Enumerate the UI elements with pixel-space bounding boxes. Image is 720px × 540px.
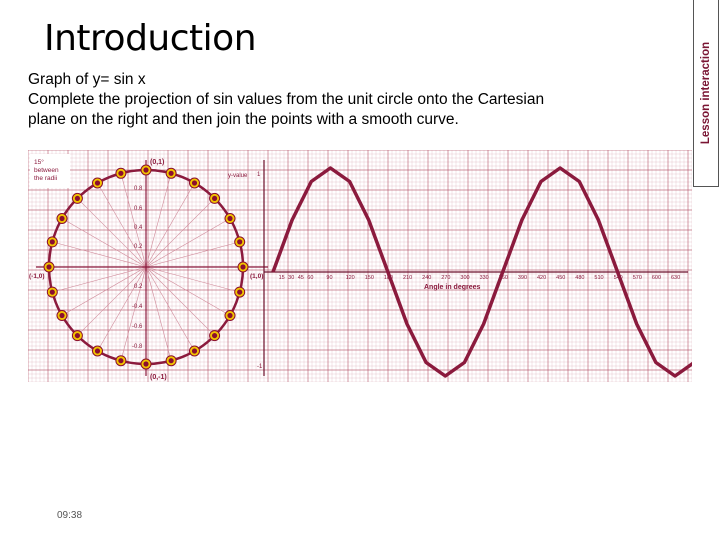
circle-point-center (46, 264, 51, 269)
x-tick-label: 570 (632, 275, 642, 281)
circle-point-center (212, 196, 217, 201)
circle-y-tick-0.4: 0.4 (134, 225, 143, 231)
x-tick-label: 450 (556, 275, 566, 281)
slide-instructions (28, 70, 668, 130)
x-tick-label: 390 (517, 275, 528, 281)
instruction-line-3: plane on the right and then join the points with a smooth curve. (28, 111, 459, 128)
slide-time: 09:38 (57, 510, 83, 521)
circle-point-center (143, 167, 148, 172)
instruction-line-2: Complete the projection of sin values from the unit circle onto the Cartesian (28, 91, 545, 108)
circle-y-tick-0.6: 0.6 (134, 206, 143, 212)
circle-point-center (59, 313, 64, 318)
step-note-line-1: 15° (34, 159, 44, 166)
x-tick-label: 120 (345, 275, 355, 281)
circle-point-center (143, 361, 148, 366)
circle-point-center (227, 216, 232, 221)
lesson-interaction-label: Lesson interaction (700, 41, 712, 145)
x-tick-label: 480 (575, 275, 585, 281)
circle-y-tick-neg-0.6: -0.6 (132, 324, 143, 330)
circle-y-tick-0.8: 0.8 (134, 186, 143, 192)
x-tick-label: 15 (278, 275, 285, 281)
circle-point-center (50, 239, 55, 244)
x-tick-label: 330 (479, 275, 489, 281)
x-tick-label: 630 (671, 275, 681, 281)
x-tick-label: 360 (498, 275, 508, 281)
circle-y-tick-neg-0.2: 0.2 (134, 284, 143, 290)
lesson-interaction-tab[interactable] (693, 0, 719, 187)
circle-point-center (237, 239, 242, 244)
circle-point-center (240, 264, 245, 269)
circle-point-center (227, 313, 232, 318)
label-left-point: (-1,0) (29, 273, 45, 280)
circle-point-center (192, 348, 197, 353)
circle-point-center (75, 333, 80, 338)
x-tick-label: 240 (422, 275, 432, 281)
label-right-point: (1,0) (250, 273, 264, 280)
circle-y-tick-0.2: 0.2 (134, 244, 143, 250)
y-axis-max-label: 1 (257, 172, 261, 178)
circle-point-center (50, 290, 55, 295)
circle-point-center (95, 180, 100, 185)
instruction-line-1: Graph of y= sin x (28, 71, 146, 88)
circle-y-tick-neg-0.8: -0.8 (132, 344, 143, 350)
x-tick-label: 210 (403, 275, 413, 281)
circle-point-center (212, 333, 217, 338)
x-tick-label: 600 (651, 275, 662, 281)
label-bottom-point: (0,-1) (150, 374, 167, 381)
x-tick-label: 420 (537, 275, 547, 281)
x-tick-label: 270 (441, 275, 451, 281)
label-top-point: (0,1) (150, 159, 165, 166)
step-note-line-2: between (34, 167, 59, 174)
circle-point-center (95, 348, 100, 353)
x-tick-label: 510 (594, 275, 604, 281)
circle-point-center (237, 290, 242, 295)
x-tick-label: 60 (307, 275, 314, 281)
x-tick-label: 30 (288, 275, 295, 281)
slide-title: Introduction (44, 18, 257, 59)
circle-point-center (118, 171, 123, 176)
x-tick-label: 540 (613, 275, 623, 281)
circle-point-center (118, 358, 123, 363)
circle-point-center (192, 180, 197, 185)
x-tick-label: 150 (364, 275, 374, 281)
circle-point-center (75, 196, 80, 201)
sine-projection-figure (28, 150, 692, 382)
x-tick-label: 180 (383, 275, 394, 281)
y-axis-min-label: -1 (257, 364, 263, 370)
x-tick-label: 45 (297, 275, 304, 281)
circle-point-center (169, 171, 174, 176)
x-axis-label: Angle in degrees (424, 284, 481, 291)
x-tick-label: 90 (326, 275, 333, 281)
circle-point-center (59, 216, 64, 221)
y-axis-label: y-value (228, 173, 248, 179)
x-tick-label: 300 (460, 275, 470, 281)
step-note-line-3: the radii (34, 175, 58, 182)
circle-point-center (169, 358, 174, 363)
circle-y-tick-neg-0.4: -0.4 (132, 304, 143, 310)
